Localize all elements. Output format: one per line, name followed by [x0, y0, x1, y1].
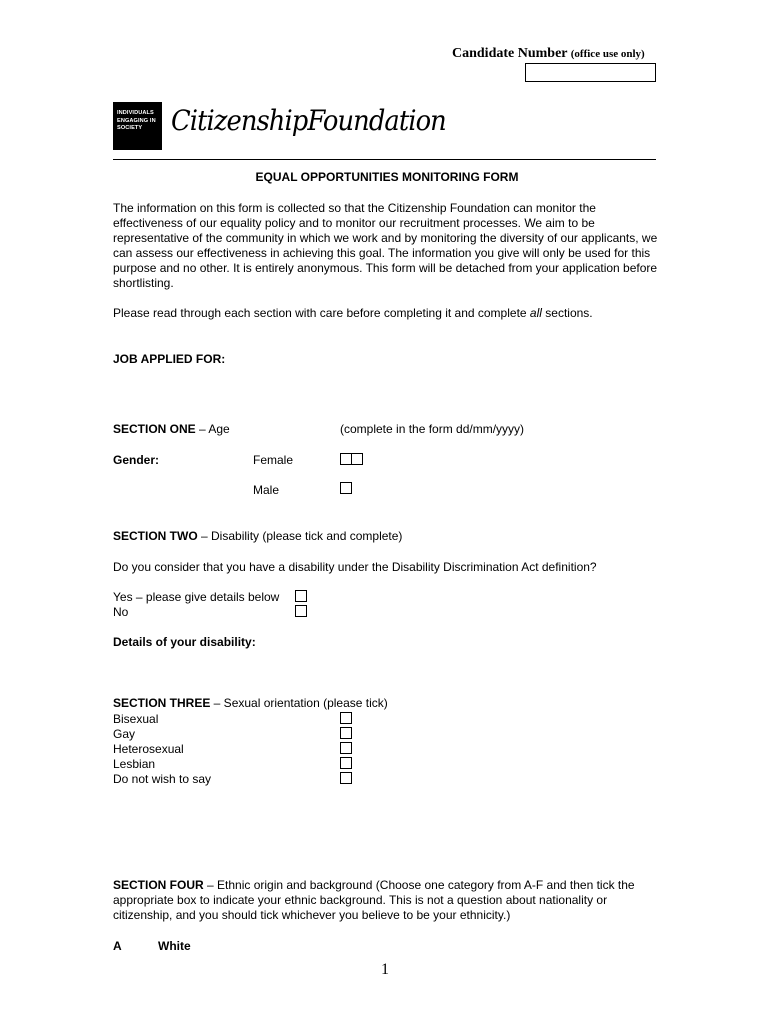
instruction-emphasis: all	[529, 306, 542, 320]
intro-paragraph: The information on this form is collected so that the Citizenship Foundation can monitor the effectiveness of our equality policy and to monitor our recruitment processes. We aim to be representative of the community in which we work and by monitoring the diversity of our applicants, we can assess our effectiveness in achieving this goal. The information you give will only be used for this purpose and no other. It is entirely anonymous. This form will be detached from your application before shortlisting.	[113, 201, 658, 290]
candidate-number-text: Candidate Number	[452, 46, 568, 61]
gender-label: Gender:	[113, 453, 160, 467]
disability-question: Do you consider that you have a disability under the Disability Discrimination Act definition?	[113, 560, 597, 574]
date-format-hint: (complete in the form dd/mm/yyyy)	[340, 422, 525, 436]
section-one-title: SECTION ONE	[113, 422, 196, 436]
orientation-gay-checkbox[interactable]	[340, 727, 352, 739]
section-three-heading	[113, 696, 388, 711]
section-one-sub: – Age	[195, 422, 230, 436]
section-three-sub: – Sexual orientation (please tick)	[210, 696, 388, 710]
gender-male-checkbox[interactable]	[340, 482, 352, 494]
disability-yes-label: Yes – please give details below	[113, 590, 280, 604]
section-two-sub: – Disability (please tick and complete)	[197, 529, 403, 543]
section-four-title: SECTION FOUR	[113, 878, 204, 892]
disability-no-checkbox[interactable]	[295, 605, 307, 617]
section-four-sub: – Ethnic origin and background (Choose one category from A-F and then tick the appropriate box to indicate your ethnic background. This is not a question about nationality or citizenship, and you should tick whichever you believe to be your ethnicity.)	[113, 878, 635, 922]
candidate-number-field[interactable]	[525, 63, 656, 82]
orientation-bisexual-label: Bisexual	[113, 712, 159, 726]
disability-details-label: Details of your disability:	[113, 635, 256, 649]
orientation-lesbian-label: Lesbian	[113, 757, 156, 771]
section-four-heading	[113, 878, 658, 923]
logo-wordmark: CitizenshipFoundation	[171, 104, 446, 137]
disability-no-label: No	[113, 605, 129, 619]
section-two-title: SECTION TWO	[113, 529, 198, 543]
office-use-note: (office use only)	[570, 48, 645, 60]
header-divider	[113, 159, 656, 160]
job-applied-label: JOB APPLIED FOR:	[113, 352, 226, 366]
candidate-number-label	[452, 46, 645, 62]
orientation-heterosexual-checkbox[interactable]	[340, 742, 352, 754]
orientation-lesbian-checkbox[interactable]	[340, 757, 352, 769]
category-a-name: White	[158, 939, 191, 953]
category-a-letter: A	[113, 939, 122, 953]
instruction-before: Please read through each section with care before completing it and complete	[113, 306, 530, 320]
section-two-heading	[113, 529, 402, 544]
disability-yes-checkbox[interactable]	[295, 590, 307, 602]
logo-line-3: SOCIETY	[117, 125, 143, 131]
orientation-not-say-checkbox[interactable]	[340, 772, 352, 784]
instruction-paragraph	[113, 306, 658, 321]
form-title: EQUAL OPPORTUNITIES MONITORING FORM	[255, 170, 519, 184]
logo-block	[113, 102, 162, 150]
logo-line-2: ENGAGING IN	[117, 117, 156, 124]
page-number: 1	[381, 961, 389, 978]
orientation-bisexual-checkbox[interactable]	[340, 712, 352, 724]
logo-line-1: INDIVIDUALS	[117, 110, 154, 116]
section-one-heading	[113, 422, 230, 437]
orientation-heterosexual-label: Heterosexual	[113, 742, 184, 756]
orientation-gay-label: Gay	[113, 727, 136, 741]
orientation-not-say-label: Do not wish to say	[113, 772, 212, 786]
instruction-after: sections.	[541, 306, 593, 320]
gender-male-label: Male	[253, 483, 280, 497]
gender-female-label: Female	[253, 453, 294, 467]
gender-female-checkbox-2[interactable]	[351, 453, 363, 465]
section-three-title: SECTION THREE	[113, 696, 211, 710]
